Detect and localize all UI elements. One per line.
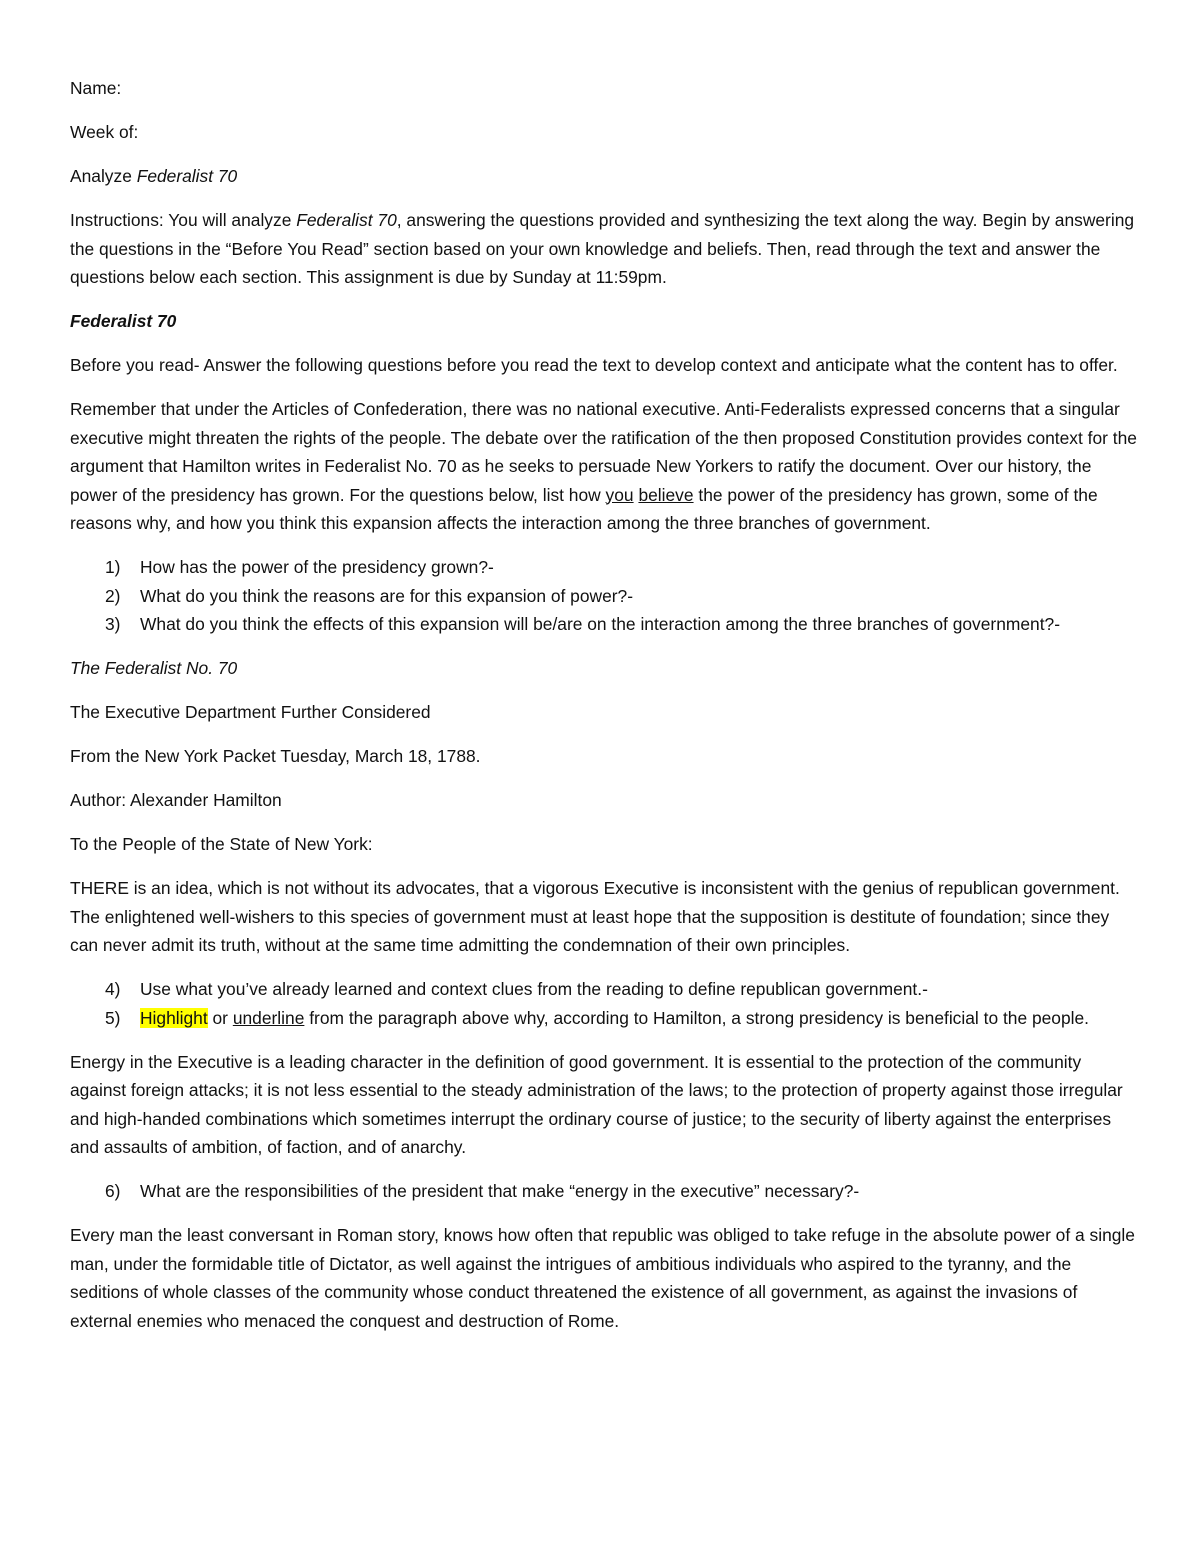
context-you: you <box>605 484 634 505</box>
reading-paragraph-3: Every man the least conversant in Roman story, knows how often that republic was obliged to take refuge in the absolute power of a single man, under the formidable title of Dictator, as well against the intrigues of ambitious individuals who aspired to the tyranny, and the seditions of whole classes of the community whose conduct threatened the existence of all government, as against the invasions of external enemies who menaced the conquest and destruction of Rome. <box>70 1225 1135 1331</box>
question-item <box>70 975 1140 1004</box>
question-number: 1) <box>105 557 121 577</box>
section-heading: Federalist 70 <box>70 311 177 331</box>
instructions-part1: Instructions: You will analyze <box>70 210 297 230</box>
name-label: Name: <box>70 78 122 98</box>
instructions-title: Federalist 70 <box>296 210 397 230</box>
question-number: 6) <box>105 1181 121 1201</box>
before-read-instructions: Before you read- Answer the following questions before you read the text to develop context and anticipate what the content has to offer. <box>70 355 1118 375</box>
question-text: What do you think the effects of this expansion will be/are on the interaction among the three branches of government?- <box>140 614 1060 634</box>
context-part2: the power of the presidency has grown, some of the reasons why, and how you think this expansion affects the interaction among the three branches of government. <box>70 484 1098 533</box>
document-subtitle: The Executive Department Further Considered <box>70 702 431 722</box>
reading-paragraph-2: Energy in the Executive is a leading character in the definition of good government. It is essential to the protection of the community against foreign attacks; it is not less essential to the steady administration of the laws; to the protection of property against those irregular and high-handed combinations which sometimes interrupt the ordinary course of justice; to the security of liberty against the enterprises and assaults of ambition, of faction, and of anarchy. <box>70 1051 1123 1157</box>
question-number: 2) <box>105 585 121 606</box>
question-item <box>70 553 1140 582</box>
question-item <box>70 1004 1140 1033</box>
assignment-title-prefix: Analyze <box>70 166 137 186</box>
highlight-word: Highlight <box>140 1007 208 1028</box>
context-part1: Remember that under the Articles of Confederation, there was no national executive. Anti-Federalists expressed concerns that a singular executive might threaten the rights of the people. The debate over the ratification of the then proposed Constitution provides context for the argument that Hamilton writes in Federalist No. 70 as he seeks to persuade New Yorkers to ratify the document. Over our history, the power of the presidency has grown. For the questions below, list how <box>70 399 1137 505</box>
document-source: From the New York Packet Tuesday, March 18, 1788. <box>70 746 481 766</box>
question-text: What are the responsibilities of the president that make “energy in the executive” necessary?- <box>140 1181 860 1201</box>
question-number: 5) <box>105 1007 121 1028</box>
question-text <box>140 1004 1140 1033</box>
question-item <box>70 582 1140 611</box>
instructions-part2: , answering the questions provided and synthesizing the text along the way. Begin by answering the questions in the “Before You Read” section based on your own knowledge and beliefs. Then, read through the text and answer the questions below each section. This assignment is due by Sunday at 11:59pm. <box>70 210 1135 287</box>
reading-paragraph-1: THERE is an idea, which is not without its advocates, that a vigorous Executive is inconsistent with the genius of republican government. The enlightened well-wishers to this species of government must at least hope that the supposition is destitute of foundation; since they can never admit its truth, without at the same time admitting the condemnation of their own principles. <box>70 878 1120 955</box>
assignment-title-work: Federalist 70 <box>136 166 238 186</box>
or-word: or <box>207 1007 233 1028</box>
question-text: What do you think the reasons are for this expansion of power?- <box>140 585 634 606</box>
week-label: Week of: <box>70 122 139 142</box>
underline-word: underline <box>232 1007 305 1028</box>
question-5-rest: from the paragraph above why, according to Hamilton, a strong presidency is beneficial to the people. <box>304 1007 1090 1028</box>
document-title-text: The Federalist No. 70 <box>70 658 238 678</box>
question-item <box>70 1177 1140 1206</box>
assignment-title <box>70 162 1140 191</box>
questions-1-3 <box>70 553 1140 639</box>
document-title <box>70 654 1140 683</box>
questions-6 <box>70 1177 1140 1206</box>
instructions <box>70 206 1140 292</box>
question-number: 4) <box>105 979 121 999</box>
questions-4-5 <box>70 975 1140 1032</box>
document-author: Author: Alexander Hamilton <box>70 790 282 810</box>
document-salutation: To the People of the State of New York: <box>70 834 373 854</box>
question-item <box>70 610 1140 639</box>
context-paragraph <box>70 395 1140 538</box>
question-text: Use what you’ve already learned and context clues from the reading to define republican government.- <box>140 979 928 999</box>
question-number: 3) <box>105 614 121 634</box>
question-text: How has the power of the presidency grown?- <box>140 557 494 577</box>
context-believe: believe <box>638 484 694 505</box>
